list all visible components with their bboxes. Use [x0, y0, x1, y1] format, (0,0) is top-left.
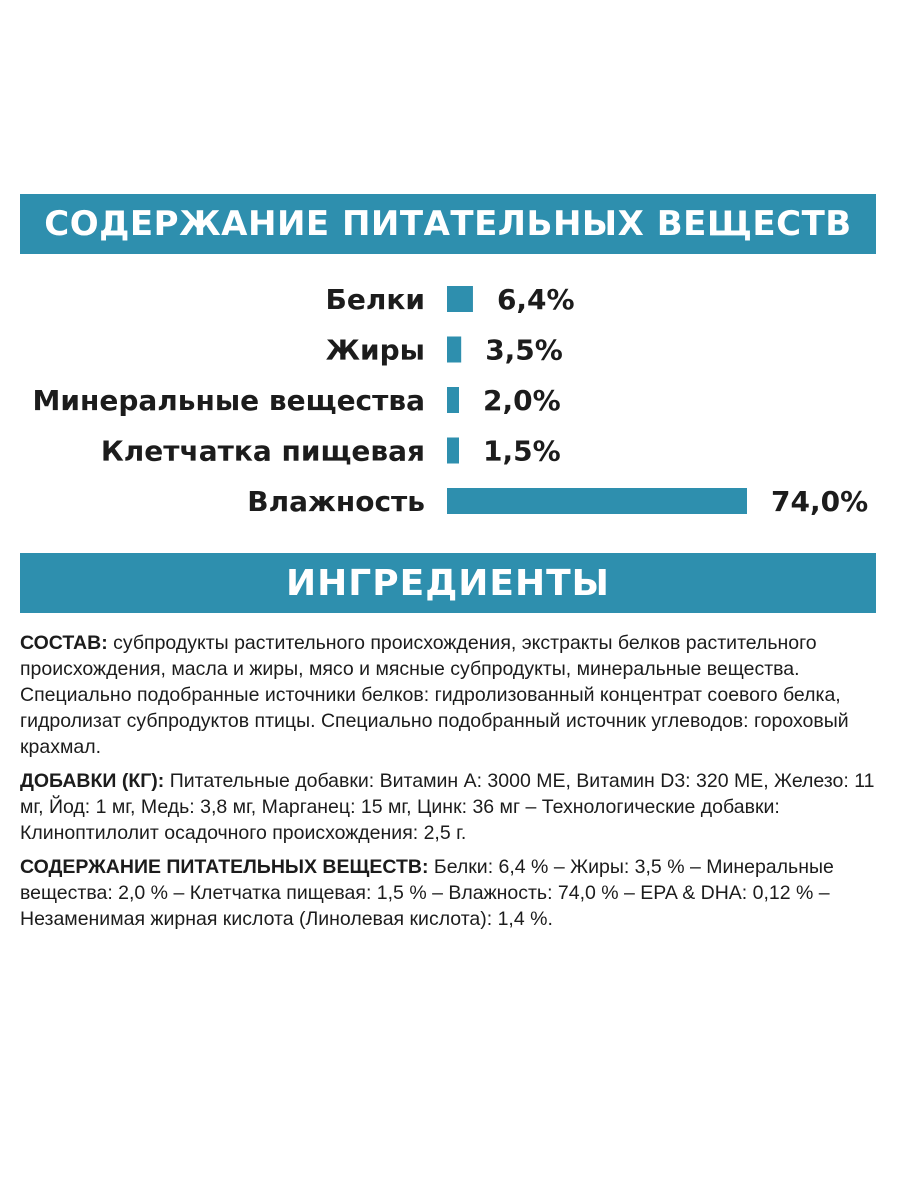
nutrient-value-label: 6,4%	[496, 283, 575, 316]
nutrient-label: Влажность	[247, 485, 425, 518]
ingredients-banner	[20, 553, 876, 613]
nutrient-label: Минеральные вещества	[32, 384, 425, 417]
nutrient-bar-chart	[0, 270, 900, 530]
composition-paragraph	[20, 630, 880, 760]
composition-text: субпродукты растительного происхождения, экстракты белков растительного происхождения, масла и жиры, мясо и мясные субпродукты, минеральные вещества. Специально подобранные источники белков: гидролизованный концентрат соевого белка, гидролизат субпродуктов птицы. Специально подобранный источник углеводов: гороховый крахмал.	[20, 632, 849, 758]
composition-label: СОСТАВ:	[20, 632, 108, 654]
additives-paragraph	[20, 768, 880, 846]
nutrient-label: Жиры	[325, 333, 425, 367]
nutrients-text: Белки: 6,4 % – Жиры: 3,5 % – Минеральные вещества: 2,0 % – Клетчатка пищевая: 1,5 % – Влажность: 74,0 % – EPA & DHA: 0,12 % – Незаменимая жирная кислота (Линолевая кислота): 1,4 %.	[20, 856, 834, 930]
nutrient-label: Белки	[325, 283, 425, 316]
nutrient-value-label: 3,5%	[485, 333, 563, 367]
composition-text-block	[20, 630, 880, 940]
nutrient-bar	[447, 488, 747, 514]
nutrients-banner	[20, 194, 876, 254]
nutrient-bar	[447, 337, 461, 363]
nutrients-label: СОДЕРЖАНИЕ ПИТАТЕЛЬНЫХ ВЕЩЕСТВ:	[20, 856, 429, 878]
nutrient-value-label: 1,5%	[483, 434, 561, 468]
additives-label: ДОБАВКИ (КГ):	[20, 770, 165, 792]
nutrient-bar	[447, 387, 459, 413]
nutrients-banner-title: СОДЕРЖАНИЕ ПИТАТЕЛЬНЫХ ВЕЩЕСТВ	[44, 204, 852, 244]
additives-text: Питательные добавки: Витамин А: 3000 МЕ, Витамин D3: 320 МЕ, Железо: 11 мг, Йод: 1 мг, Медь: 3,8 мг, Марганец: 15 мг, Цинк: 36 мг – Технологические добавки: Клиноптилолит осадочного происхождения: 2,5 г.	[20, 770, 875, 844]
nutrients-paragraph	[20, 854, 880, 932]
nutrient-value-label: 74,0%	[771, 485, 869, 518]
nutrient-bar	[447, 438, 459, 464]
nutrient-label: Клетчатка пищевая	[100, 434, 425, 468]
nutrient-bar	[447, 286, 473, 312]
nutrient-value-label: 2,0%	[483, 384, 561, 417]
ingredients-banner-title: ИНГРЕДИЕНТЫ	[286, 562, 610, 604]
